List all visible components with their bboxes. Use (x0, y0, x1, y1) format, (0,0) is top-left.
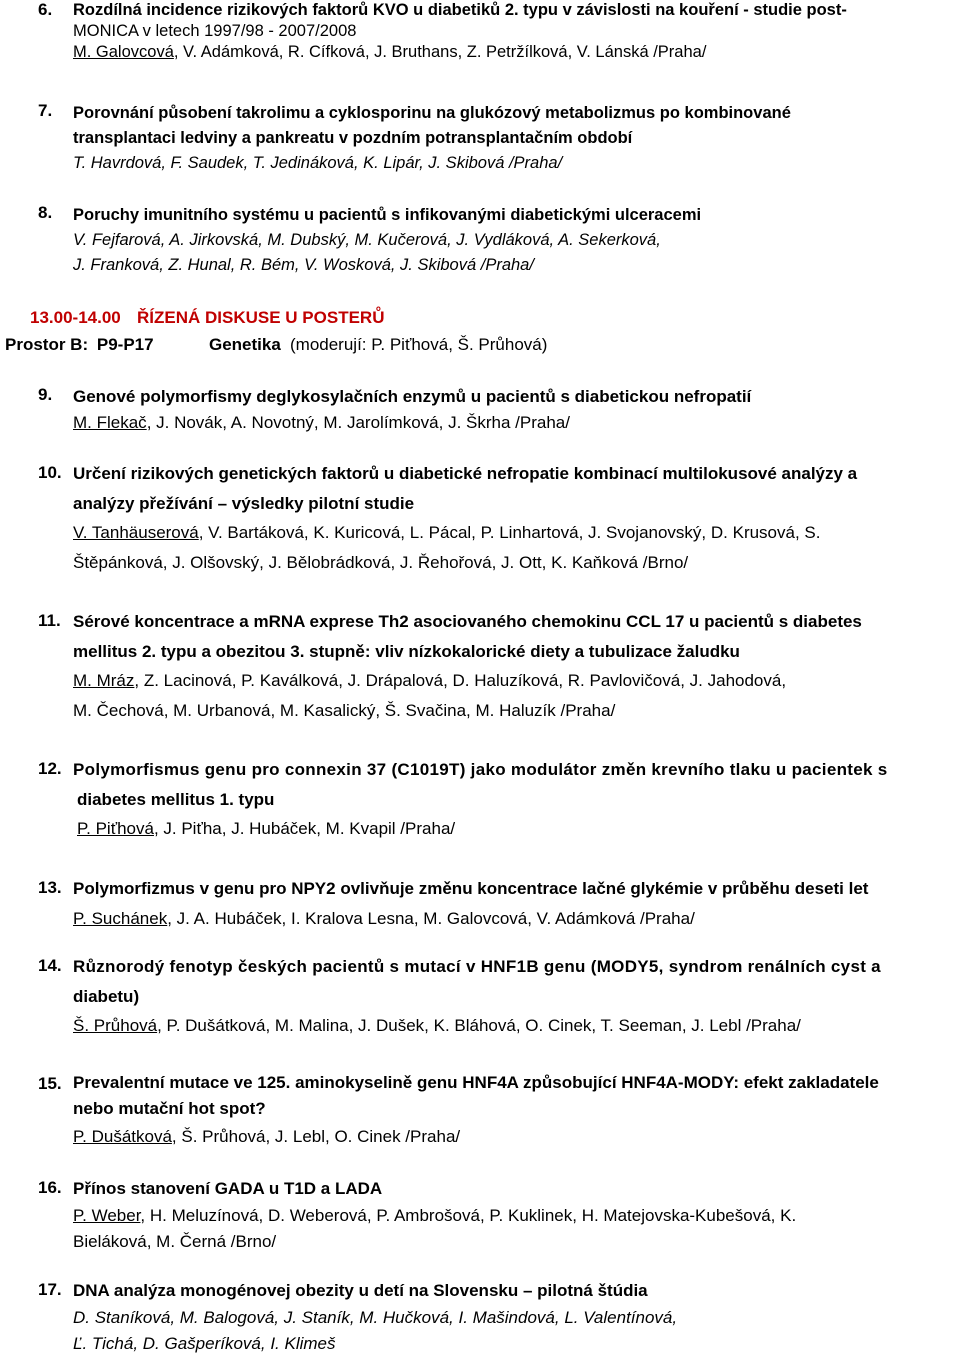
title-line: Porovnání působení takrolimu a cyklosporinu na glukózový metabolizmus po kombinované (73, 104, 791, 122)
abstract-item-6 (38, 0, 954, 63)
item-title (73, 1070, 954, 1122)
co-authors: , J. Novák, A. Novotný, M. Jarolímková, J. Škrha /Praha/ (146, 413, 570, 432)
moderators: (moderují: P. Piťhová, Š. Průhová) (290, 335, 548, 354)
title-line: transplantaci ledviny a pankreatu v pozdním potransplantačním období (73, 129, 633, 147)
co-authors: , V. Bartáková, K. Kuricová, L. Pácal, P. Linhartová, J. Svojanovský, D. Krusová, S. (198, 523, 821, 542)
title-line: diabetu) (73, 986, 140, 1006)
title-line: Sérové koncentrace a mRNA exprese Th2 asociovaného chemokinu CCL 17 u pacientů s diabetes (73, 612, 862, 631)
item-authors (73, 904, 954, 934)
item-number: 7. (38, 101, 53, 120)
abstract-item-15 (38, 1070, 954, 1151)
abstract-item-12 (38, 755, 954, 844)
room-range: P9-P17 (96, 335, 154, 354)
item-authors (73, 1305, 954, 1357)
presenting-author: P. Weber (73, 1206, 141, 1225)
item-authors (73, 1122, 954, 1151)
session-topic: Genetika (209, 335, 281, 354)
authors-line: J. Franková, Z. Hunal, R. Bém, V. Wosková, J. Skibová /Praha/ (73, 256, 534, 274)
abstract-item-8 (38, 203, 954, 278)
co-authors: , P. Dušátková, M. Malina, J. Dušek, K. Bláhová, O. Cinek, T. Seeman, J. Lebl /Praha/ (157, 1016, 801, 1035)
item-title (73, 607, 954, 666)
abstract-item-16 (38, 1174, 954, 1255)
item-authors (73, 228, 954, 278)
item-number: 12. (38, 759, 62, 778)
presenting-author: Š. Průhová (73, 1016, 158, 1035)
authors-line: M. Čechová, M. Urbanová, M. Kasalický, Š. Svačina, M. Haluzík /Praha/ (73, 700, 616, 720)
presenting-author: M. Mráz (73, 671, 135, 690)
authors-line: V. Fejfarová, A. Jirkovská, M. Dubský, M. Kučerová, J. Vydláková, A. Sekerková, (73, 231, 661, 249)
item-number: 17. (38, 1280, 62, 1299)
item-authors (73, 518, 954, 577)
item-authors (73, 42, 954, 63)
title-line: diabetes mellitus 1. typu (77, 789, 275, 809)
item-authors (77, 814, 954, 844)
presenting-author: M. Flekač (73, 413, 147, 432)
item-number: 11. (38, 611, 61, 630)
abstract-item-17 (38, 1276, 954, 1357)
co-authors: , Z. Lacinová, P. Kaválková, J. Drápalová, D. Haluzíková, R. Pavlovičová, J. Jahodová, (134, 671, 787, 690)
room-label: Prostor B: (5, 335, 89, 354)
item-title (73, 0, 954, 42)
abstract-item-14 (38, 952, 954, 1041)
title-line: analýzy přežívání – výsledky pilotní studie (73, 493, 415, 513)
co-authors: , Š. Průhová, J. Lebl, O. Cinek /Praha/ (171, 1127, 461, 1146)
abstract-item-11 (38, 607, 954, 725)
item-title (73, 459, 954, 518)
authors-line: Bieláková, M. Černá /Brno/ (73, 1232, 277, 1251)
co-authors: , V. Adámková, R. Cífková, J. Bruthans, Z. Petržílková, V. Lánská /Praha/ (173, 43, 707, 61)
title-line: Polymorfismus genu pro connexin 37 (C1019T) jako modulátor změn krevního tlaku u pacientek s (73, 760, 888, 779)
title-line: MONICA v letech 1997/98 - 2007/2008 (73, 22, 357, 40)
authors-line: Ľ. Tichá, D. Gašperíková, I. Klimeš (73, 1334, 336, 1353)
item-number: 8. (38, 203, 53, 222)
item-authors (73, 410, 954, 435)
item-title (73, 952, 954, 1011)
title-line: mellitus 2. typu a obezitou 3. stupně: vliv nízkokalorické diety a tubulizace žaludku (73, 641, 740, 661)
presenting-author: M. Galovcová (73, 43, 174, 61)
co-authors: , J. A. Hubáček, I. Kralova Lesna, M. Galovcová, V. Adámková /Praha/ (167, 908, 695, 928)
title-line: nebo mutační hot spot? (73, 1099, 266, 1118)
title-line: Určení rizikových genetických faktorů u diabetické nefropatie kombinací multilokusové analýzy a (73, 464, 858, 483)
session-time: 13.00-14.00 (30, 308, 121, 327)
title-line: Rozdílná incidence rizikových faktorů KVO u diabetiků 2. typu v závislosti na kouření - studie post- (73, 1, 847, 19)
title-line: Prevalentní mutace ve 125. aminokyselině genu HNF4A způsobující HNF4A-MODY: efekt zakladatele (73, 1073, 879, 1092)
item-title (73, 101, 954, 151)
presenting-author: P. Piťhová (77, 819, 154, 838)
presenting-author: P. Dušátková (73, 1127, 172, 1146)
session-room-line (5, 335, 548, 355)
abstract-item-13 (38, 874, 954, 933)
item-title: Přínos stanovení GADA u T1D a LADA (73, 1179, 383, 1198)
session-title: ŘÍZENÁ DISKUSE U POSTERŮ (137, 308, 385, 327)
title-line: Různorodý fenotyp českých pacientů s mutací v HNF1B genu (MODY5, syndrom renálních cyst a (73, 957, 881, 976)
presenting-author: P. Suchánek (73, 908, 168, 928)
item-authors (73, 1203, 954, 1255)
co-authors: , J. Piťha, J. Hubáček, M. Kvapil /Praha/ (153, 819, 456, 838)
item-title: Polymorfizmus v genu pro NPY2 ovlivňuje změnu koncentrace lačné glykémie v průběhu deseti let (73, 879, 869, 898)
item-authors (73, 1011, 954, 1041)
abstract-item-7 (38, 101, 954, 176)
abstract-item-9 (38, 383, 954, 435)
item-title: DNA analýza monogénovej obezity u detí na Slovensku – pilotná štúdia (73, 1281, 648, 1300)
item-authors: T. Havrdová, F. Saudek, T. Jedináková, K. Lipár, J. Skibová /Praha/ (73, 154, 563, 172)
item-number: 10. (38, 463, 62, 482)
item-title: Genové polymorfismy deglykosylačních enzymů u pacientů s diabetickou nefropatií (73, 387, 752, 406)
abstract-item-10 (38, 459, 954, 577)
item-number: 16. (38, 1178, 62, 1197)
item-number: 6. (38, 0, 53, 19)
co-authors: , H. Meluzínová, D. Weberová, P. Ambrošová, P. Kuklinek, H. Matejovska-Kubešová, K. (140, 1206, 797, 1225)
item-title (73, 755, 954, 814)
authors-line: D. Staníková, M. Balogová, J. Staník, M. Hučková, I. Mašindová, L. Valentínová, (73, 1308, 678, 1327)
item-number: 9. (38, 385, 53, 404)
item-authors (73, 666, 954, 725)
item-title: Poruchy imunitního systému u pacientů s infikovanými diabetickými ulceracemi (73, 206, 702, 224)
presenting-author: V. Tanhäuserová (73, 523, 199, 542)
item-number: 14. (38, 956, 62, 975)
authors-line: Štěpánková, J. Olšovský, J. Bělobrádková, J. Řehořová, J. Ott, K. Kaňková /Brno/ (73, 552, 689, 572)
item-number: 15. (38, 1074, 62, 1093)
item-number: 13. (38, 878, 62, 897)
